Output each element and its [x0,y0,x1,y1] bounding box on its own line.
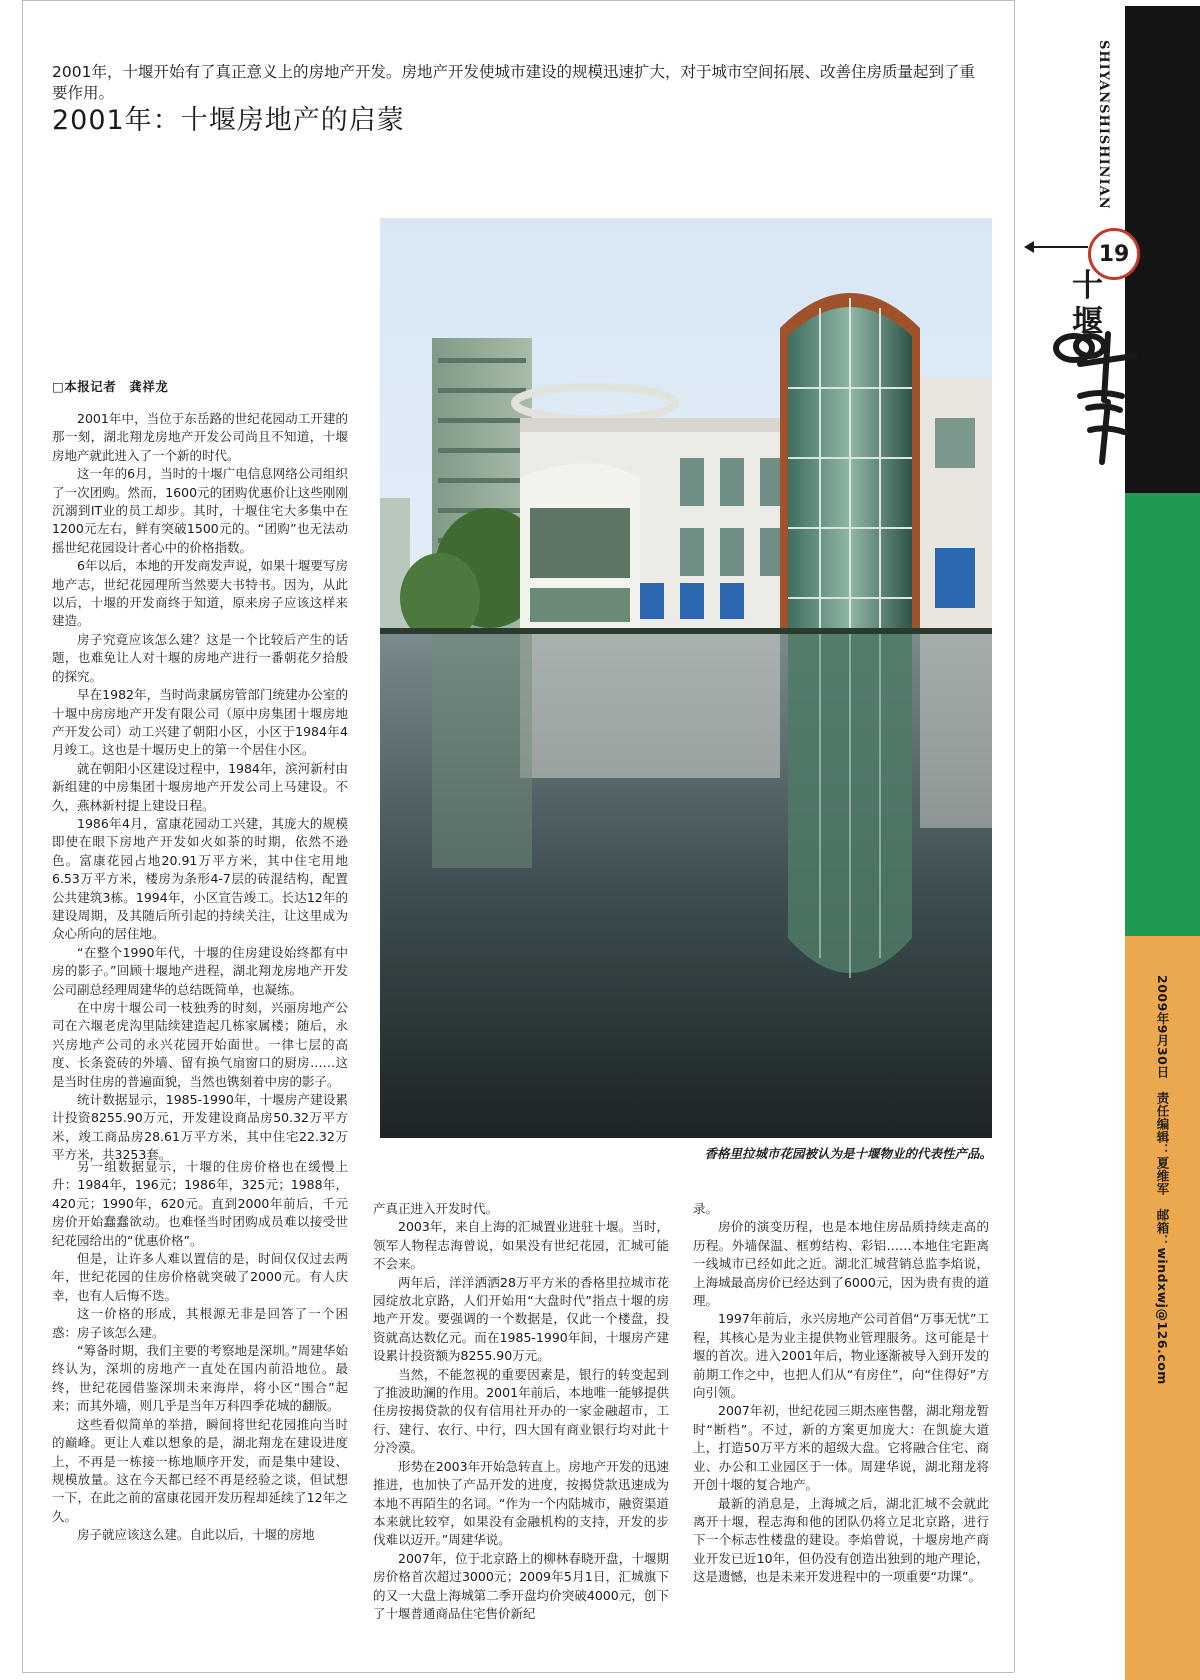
page-frame-left [22,0,23,1672]
body-column-1-top [52,410,348,1165]
paragraph: 产真正进入开发时代。 [373,1201,499,1216]
byline: □本报记者 龚祥龙 [52,379,169,394]
paragraph: 房子就应该这么建。自此以后，十堰的房地 [77,1527,315,1543]
sidebar-band-green [1125,493,1200,936]
paragraph: 最新的消息是，上海城之后，湖北汇城不会就此离开十堰，程志海和他的团队仍将立足北京路，进行下一个标志性楼盘的建设。李焰曾说，十堰房地产商业开发已近10年，但仍没有创造出独到的地产理论，这是遗憾，也是未来开发进程中的一项重要“功课”。 [693,1495,989,1585]
paragraph: 6年以后，本地的开发商发声说，如果十堰要写房地产志，世纪花园理所当然要大书特书。因为，从此以后，十堰的开发商终于知道，原来房子应该这样来建造。 [52,558,348,629]
section-title-char: 十 [1072,268,1103,304]
paragraph: 在中房十堰公司一枝独秀的时刻，兴丽房地产公司在六堰老虎沟里陆续建造起几栋家属楼；随后，永兴房地产公司的永兴花园开始面世。一律七层的高度、长条瓷砖的外墙、留有换气扇窗口的厨房……这是当时住房的普遍面貌，当然也镌刻着中房的影子。 [52,1000,348,1089]
paragraph: 2001年中，当位于东岳路的世纪花园动工开建的那一刻，湖北翔龙房地产开发公司尚且不知道，十堰房地产就此进入了一个新的时代。 [52,411,348,463]
photo-caption: 香格里拉城市花园被认为是十堰物业的代表性产品。 [704,1146,992,1161]
paragraph: 这些看似简单的举措，瞬间将世纪花园推向当时的巅峰。更让人难以想象的是，湖北翔龙在建设进度上，不再是一栋接一栋地顺序开发，而是集中建设、规模放量。这在今天都已经不再是经验之谈，但试想一下，在此之前的富康花园开发历程却延续了12年之久。 [52,1416,348,1524]
page-frame-right [1014,0,1015,1672]
page-number: 19 [1088,228,1140,280]
article-photo [380,218,992,1138]
paragraph: 就在朝阳小区建设过程中，1984年，滨河新村由新组建的中房集团十堰房地产开发公司上马建设。不久，燕林新村提上建设日程。 [52,760,348,813]
paragraph: 形势在2003年开始急转直上。房地产开发的迅速推进，也加快了产品开发的进度，按揭贷款迅速成为本地不再陌生的名词。“作为一个内陆城市，融资渠道本来就比较窄，如果没有金融机构的支持，开发的步伐难以迈开。”周建华说。 [373,1458,669,1548]
paragraph: 2003年，来自上海的汇城置业进驻十堰。当时，领军人物程志海曾说，如果没有世纪花园，汇城可能不会来。 [373,1219,669,1272]
paragraph: 当然，不能忽视的重要因素是，银行的转变起到了推波助澜的作用。2001年前后，本地唯一能够提供住房按揭贷款的仅有信用社开办的一家金融超市，工行、建行、农行、中行，四大国有商业银行均对此十分冷漠。 [373,1366,669,1456]
body-column-1-bottom [52,1158,348,1545]
paragraph: 2007年初，世纪花园三期杰座售罄，湖北翔龙暂时“断档”。不过，新的方案更加庞大：在凯旋大道上，打造50万平方米的超级大盘。它将融合住宅、商业、办公和工业园区于一体。周建华说，湖北翔龙将开创十堰的复合地产。 [693,1403,989,1493]
paragraph: 房价的演变历程，也是本地住房品质持续走高的历程。外墙保温、框剪结构、彩铝……本地住宅距离一线城市已经如此之近。湖北汇城营销总监李焰说，上海城最高房价已经达到了6000元，因为贵有贵的道理。 [693,1219,989,1309]
page-frame-bottom [22,1672,1014,1673]
paragraph: 2007年，位于北京路上的柳林春晓开盘，十堰期房价格首次超过3000元；2009年5月1日，汇城旗下的又一大盘上海城第二季开盘均价突破4000元，创下了十堰普通商品住宅售价新纪 [373,1550,669,1621]
masthead-pinyin [1096,40,1118,210]
section-title-char: 堰 [1072,304,1103,340]
paragraph: 早在1982年，当时尚隶属房管部门统建办公室的十堰中房房地产开发有限公司（原中房集团十堰房地产开发公司）动工兴建了朝阳小区，小区于1984年4月竣工。这也是十堰历史上的第一个居住小区。 [52,687,348,758]
body-column-2 [373,1200,669,1623]
article-headline: 2001年：十堰房地产的启蒙 [52,105,405,136]
paragraph: 1997年前后，永兴房地产公司首倡“万事无忧”工程，其核心是为业主提供物业管理服务。这可能是十堰的首次。进入2001年后，物业逐渐被导入到开发的前期工作之中，也把人们从“有房住”，向“住得好”方向引领。 [693,1311,989,1401]
paragraph: “筹备时期，我们主要的考察地是深圳。”周建华始终认为，深圳的房地产一直处在国内前沿地位。最终，世纪花园借鉴深圳未来海岸，将小区“围合”起来；而其外墙，则几乎是当年万科四季花城的翻版。 [52,1343,348,1414]
article-lead: 2001年，十堰开始有了真正意义上的房地产开发。房地产开发使城市建设的规模迅速扩大，对于城市空间拓展、改善住房质量起到了重要作用。 [52,63,975,102]
shi-nian-calligraphy-icon [1050,330,1140,470]
masthead-pinyin-text: SHIYANSHISHINIAN [1096,40,1111,210]
page-frame-top [22,0,1014,1]
paragraph: 1986年4月，富康花园动工兴建，其庞大的规模即使在眼下房地产开发如火如荼的时期，依然不逊色。富康花园占地20.91万平方米，其中住宅用地6.53万平方米，楼房为条形4-7层的砖混结构，配置公共建筑3栋。1994年，小区宣告竣工。长达12年的建设周期，及其随后所引起的持续关注，让这里成为众心所向的居住地。 [52,815,348,942]
paragraph: “在整个1990年代，十堰的住房建设始终都有中房的影子。”回顾十堰地产进程，湖北翔龙房地产开发公司副总经理周建华的总结既简单，也凝练。 [52,944,348,997]
body-column-3 [693,1200,989,1587]
page-rule [1030,246,1088,248]
paragraph: 统计数据显示，1985-1990年，十堰房产建设累计投资8255.90万元，开发建设商品房50.32万平方米，竣工商品房28.61万平方米，其中住宅22.32万平方米，共3253套。 [52,1092,348,1163]
issue-date-editor-email: 2009年9月30日 责任编辑：夏维军 邮箱：windxwj@126.com [1155,975,1170,1385]
paragraph: 这一年的6月，当时的十堰广电信息网络公司组织了一次团购。然而，1600元的团购优惠价让这些刚刚沉溺到IT业的员工却步。其时，十堰住宅大多集中在1200元左右，鲜有突破1500元的。“团购”也无法动摇世纪花园设计者心中的价格指数。 [52,466,348,555]
paragraph: 但是，让许多人难以置信的是，时间仅仅过去两年，世纪花园的住房价格就突破了2000元。有人庆幸，也有人后悔不迭。 [52,1251,348,1303]
paragraph: 另一组数据显示，十堰的住房价格也在缓慢上升：1984年，196元；1986年，325元；1988年，420元；1990年，620元。直到2000年前后，千元房价开始蠢蠢欲动。也难怪当时团购成员难以接受世纪花园给出的“优惠价格”。 [52,1159,348,1248]
paragraph: 两年后，洋洋洒洒28万平方米的香格里拉城市花园绽放北京路，人们开始用“大盘时代”指点十堰的房地产开发。要强调的一个数据是，仅此一个楼盘，投资就高达数亿元。而在1985-1990年间，十堰房产建设累计投资额为8255.90万元。 [373,1274,669,1364]
paragraph: 录。 [693,1201,719,1216]
paragraph: 这一价格的形成，其根源无非是回答了一个困惑：房子该怎么建。 [52,1306,348,1340]
paragraph: 房子究竟应该怎么建？这是一个比较后产生的话题，也难免让人对十堰的房地产进行一番朝花夕拾般的探究。 [52,631,348,684]
